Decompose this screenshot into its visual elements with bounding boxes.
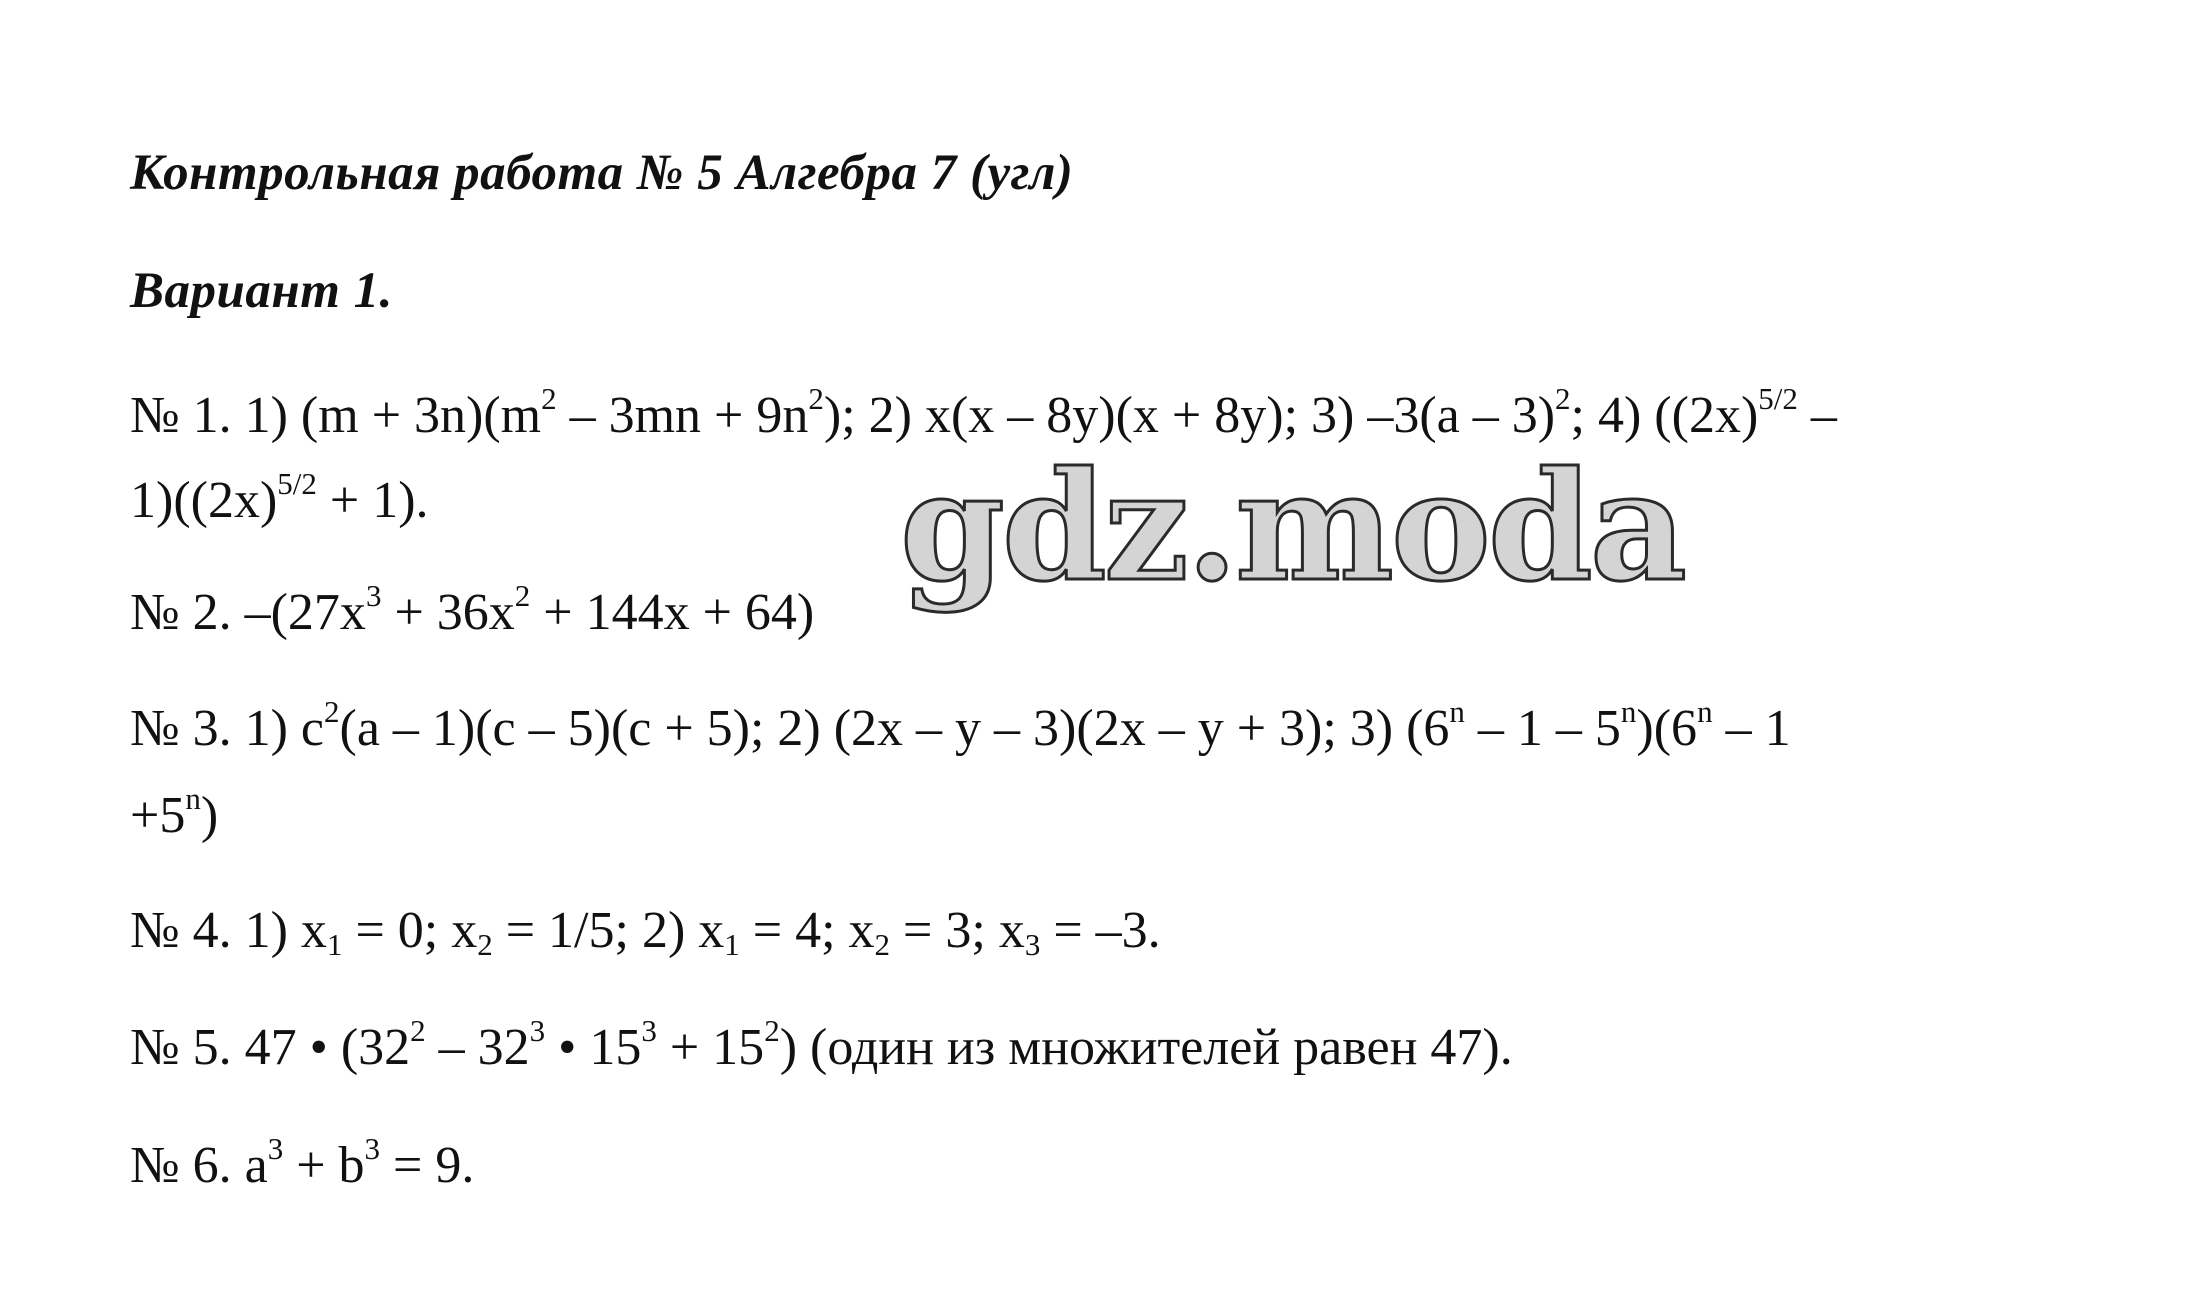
text-run: ); 2) x(x – 8y)(x + 8y); 3) –3(a – 3) bbox=[823, 387, 1556, 444]
problem-1-line-1 bbox=[130, 380, 1837, 444]
text-run: • 15 bbox=[545, 1019, 642, 1076]
subscript: 1 bbox=[724, 926, 740, 962]
superscript: 5/2 bbox=[1758, 380, 1798, 416]
text-run: – 1 bbox=[1712, 700, 1791, 757]
superscript: 2 bbox=[324, 693, 340, 729]
superscript: 2 bbox=[410, 1012, 426, 1048]
text-run: = 9. bbox=[380, 1137, 475, 1194]
superscript: n bbox=[1697, 693, 1713, 729]
problem-3-line-1 bbox=[130, 693, 1791, 757]
subscript: 1 bbox=[326, 926, 343, 962]
text-run: ) bbox=[200, 787, 219, 844]
superscript: n bbox=[1620, 693, 1637, 729]
text-run: + 1). bbox=[316, 472, 429, 529]
text-run: = 0; x bbox=[342, 902, 478, 959]
superscript: n bbox=[1449, 693, 1465, 729]
subscript: 2 bbox=[874, 926, 891, 962]
text-run: № 5. 47 • (32 bbox=[130, 1019, 411, 1076]
text-run: = 4; x bbox=[739, 902, 875, 959]
text-run: + 15 bbox=[656, 1019, 765, 1076]
text-run: – 1 – 5 bbox=[1464, 700, 1621, 757]
text-run: = –3. bbox=[1040, 902, 1161, 959]
text-run: № 4. 1) x bbox=[130, 902, 327, 959]
problem-6 bbox=[130, 1130, 475, 1194]
text-run: (a – 1)(c – 5)(c + 5); 2) (2x – y – 3)(2x – y + 3); 3) (6 bbox=[339, 700, 1450, 757]
problem-1-line-2 bbox=[130, 465, 429, 529]
superscript: 2 bbox=[541, 380, 557, 416]
text-run: + 36x bbox=[381, 584, 515, 641]
text-run: = 1/5; 2) x bbox=[492, 902, 725, 959]
superscript: 2 bbox=[808, 380, 824, 416]
superscript: 3 bbox=[641, 1012, 657, 1048]
text-run: ) (один из множителей равен 47). bbox=[779, 1019, 1513, 1076]
superscript: 3 bbox=[364, 1130, 381, 1166]
problem-4 bbox=[130, 902, 1161, 962]
text-run: № 6. a bbox=[130, 1137, 268, 1194]
text-run: – bbox=[1797, 387, 1837, 444]
text-run: № 1. 1) (m + 3n)(m bbox=[130, 387, 542, 444]
text-run: + 144x + 64) bbox=[530, 584, 815, 641]
text-run: )(6 bbox=[1636, 700, 1698, 757]
text-run: + b bbox=[283, 1137, 365, 1194]
problem-5 bbox=[130, 1012, 1513, 1076]
text-run: – 3mn + 9n bbox=[556, 387, 809, 444]
superscript: 2 bbox=[764, 1012, 780, 1048]
superscript: 2 bbox=[514, 577, 531, 613]
problem-3-line-2 bbox=[130, 780, 219, 844]
superscript: 2 bbox=[1555, 380, 1571, 416]
text-run: № 2. –(27x bbox=[130, 584, 366, 641]
superscript: 3 bbox=[529, 1012, 546, 1048]
subscript: 2 bbox=[477, 926, 493, 962]
text-run: № 3. 1) c bbox=[130, 700, 325, 757]
subscript: 3 bbox=[1024, 926, 1041, 962]
problem-2 bbox=[130, 577, 815, 641]
text-run: 1)((2x) bbox=[130, 472, 278, 529]
superscript: n bbox=[185, 780, 201, 816]
text-run: = 3; x bbox=[890, 902, 1025, 959]
superscript: 3 bbox=[267, 1130, 284, 1166]
watermark: gdz.moda bbox=[900, 439, 1685, 615]
document-title: Контрольная работа № 5 Алгебра 7 (угл) bbox=[130, 145, 1074, 201]
superscript: 3 bbox=[365, 577, 382, 613]
variant-heading: Вариант 1. bbox=[130, 263, 393, 319]
text-run: +5 bbox=[130, 787, 186, 844]
text-run: ; 4) ((2x) bbox=[1570, 387, 1759, 444]
text-run: – 32 bbox=[425, 1019, 530, 1076]
superscript: 5/2 bbox=[277, 465, 317, 501]
